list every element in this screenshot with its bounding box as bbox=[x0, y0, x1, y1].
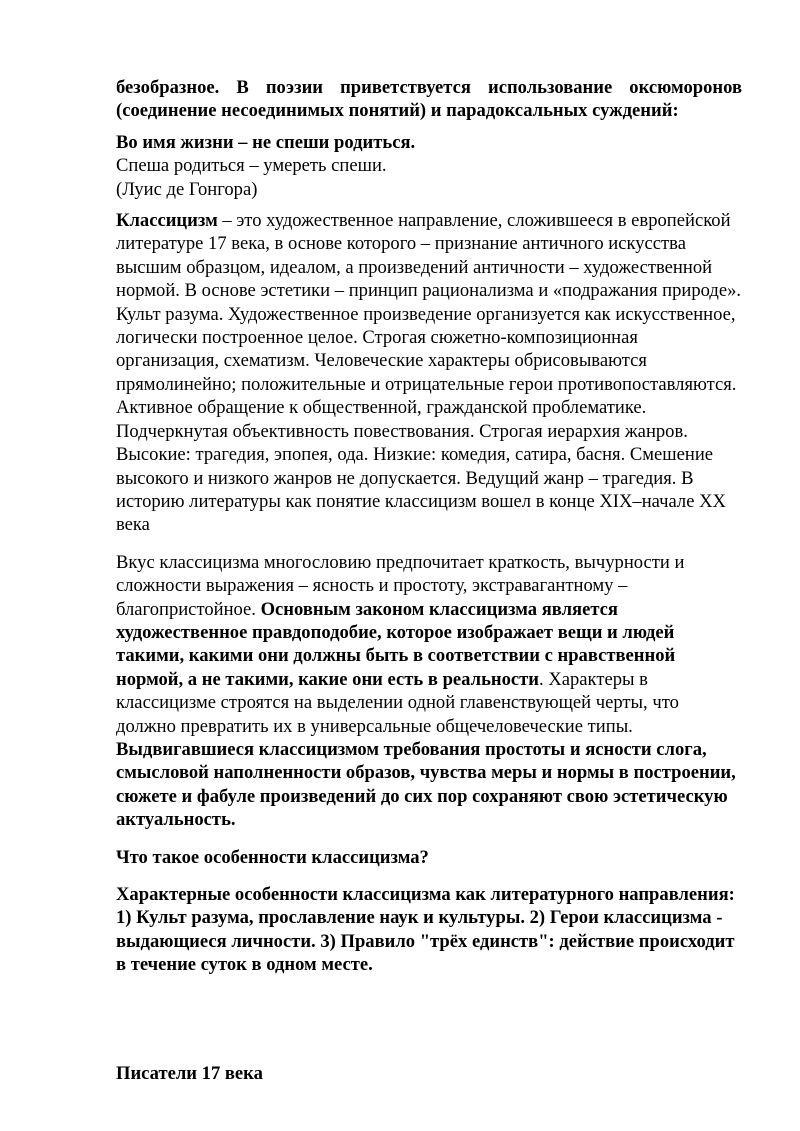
writers-heading: Писатели 17 века bbox=[116, 1062, 263, 1084]
poem-quote bbox=[116, 131, 742, 201]
intro-paragraph: безобразное. В поэзии приветствуется использование оксюморонов (соединение несоединимых понятий) и парадоксальных суждений: bbox=[116, 77, 742, 122]
question-heading: Что такое особенности классицизма? bbox=[116, 846, 429, 868]
classicism-term: Классицизм bbox=[116, 210, 218, 232]
poem-line-1: Во имя жизни – не спеши родиться. bbox=[116, 131, 416, 153]
taste-text-2: . Характеры в классицизме строятся на выделении одной главенствующей черты, что должно превратить их в универсальные общечеловеческие типы. bbox=[116, 668, 679, 737]
classicism-definition-paragraph bbox=[116, 209, 742, 537]
taste-text-1: Вкус классицизма многословию предпочитает краткость, вычурности и сложности выражения – ясность и простоту, экстравагантному – благопристойное. bbox=[116, 551, 685, 620]
classicism-definition: – это художественное направление, сложившееся в европейской литературе 17 века, в основе которого – признание античного искусства высшим образцом, идеалом, а произведений античности – художественной нормой. В основе эстетики – принцип рационализма и «подражания природе». Культ разума. Художественное произведение организуется как искусственное, логически построенное целое. Строгая сюжетно-композиционная организация, схематизм. Человеческие характеры обрисовываются прямолинейно; положительные и отрицательные герои противопоставляются. Активное обращение к общественной, гражданской проблематике. Подчеркнутая объективность повествования. Строгая иерархия жанров. Высокие: трагедия, эпопея, ода. Низкие: комедия, сатира, басня. Смешение высокого и низкого жанров не допускается. Ведущий жанр – трагедия. В историю литературы как понятие классицизм вошел в конце XIX–начале XX века bbox=[116, 210, 742, 536]
main-law-text: Основным законом классицизма является художественное правдоподобие, которое изображает вещи и людей такими, какими они должны быть в соответствии с нравственной нормой, а не такими, какие они есть в реальности bbox=[116, 598, 676, 690]
features-paragraph: Характерные особенности классицизма как литературного направления: 1) Культ разума, прославление наук и культуры. 2) Герои классицизма - выдающиеся личности. 3) Правило "трёх единств": действие происходит в течение суток в одном месте. bbox=[116, 884, 735, 976]
poem-line-2: Спеша родиться – умереть спеши. bbox=[116, 155, 387, 177]
poem-author: (Луис де Гонгора) bbox=[116, 178, 258, 200]
taste-paragraph bbox=[116, 551, 742, 832]
document-body bbox=[116, 76, 742, 1085]
requirements-text: Выдвигавшиеся классицизмом требования простоты и ясности слога, смысловой наполненности образов, чувства меры и нормы в построении, сюжете и фабуле произведений до сих пор сохраняют свою эстетическую актуальность. bbox=[116, 738, 736, 831]
